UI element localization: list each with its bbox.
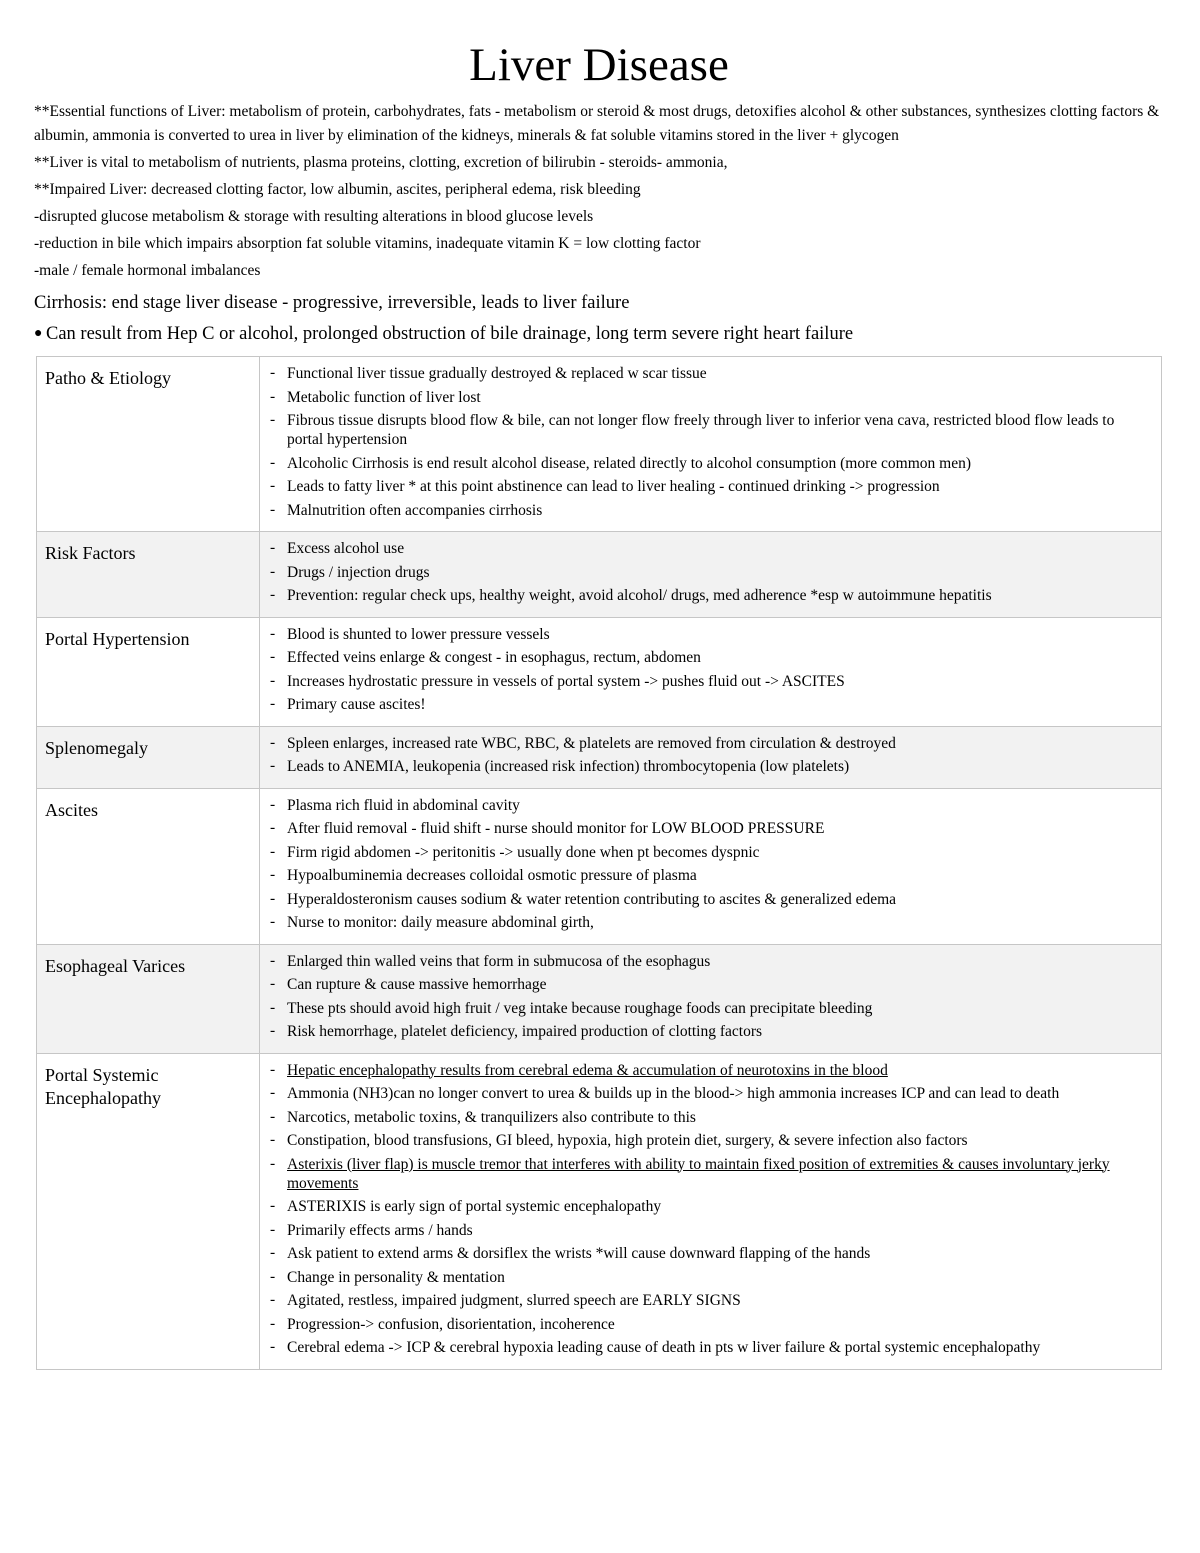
- bullet-dot-icon: ●: [34, 326, 43, 341]
- list-item: - Hyperaldosteronism causes sodium & water retention contributing to ascites & generalized edema: [268, 890, 1151, 909]
- list-item: - Ask patient to extend arms & dorsiflex the wrists *will cause downward flapping of the hands: [268, 1244, 1151, 1263]
- table-row: [37, 1053, 1162, 1369]
- list-item: - Enlarged thin walled veins that form in submucosa of the esophagus: [268, 952, 1151, 971]
- list-item: - ASTERIXIS is early sign of portal systemic encephalopathy: [268, 1197, 1151, 1216]
- list-item: - Primarily effects arms / hands: [268, 1221, 1151, 1240]
- intro-line: **Essential functions of Liver: metabolism of protein, carbohydrates, fats - metabolism or steroid & most drugs, detoxifies alcohol & other substances, synthesizes clotting factors & albumin, ammonia is converted to urea in liver by elimination of the kidneys, minerals & fat soluble vitamins stored in the liver + glycogen: [34, 103, 1160, 144]
- row-label: Esophageal Varices: [37, 944, 260, 1053]
- row-items: [260, 532, 1162, 618]
- list-item: - Excess alcohol use: [268, 539, 1151, 558]
- list-item: - Narcotics, metabolic toxins, & tranquilizers also contribute to this: [268, 1108, 1151, 1127]
- document-page: [34, 0, 1164, 1370]
- row-items: [260, 788, 1162, 944]
- table-row: [37, 617, 1162, 726]
- row-label: Ascites: [37, 788, 260, 944]
- list-item: - Functional liver tissue gradually destroyed & replaced w scar tissue: [268, 364, 1151, 383]
- row-label: Risk Factors: [37, 532, 260, 618]
- list-item: - Hypoalbuminemia decreases colloidal osmotic pressure of plasma: [268, 866, 1151, 885]
- row-label: Splenomegaly: [37, 726, 260, 788]
- page-title: Liver Disease: [469, 39, 729, 91]
- list-item: - Drugs / injection drugs: [268, 563, 1151, 582]
- cirrhosis-bullet-text: Can result from Hep C or alcohol, prolonged obstruction of bile drainage, long term severe right heart failure: [46, 324, 854, 344]
- list-item: - Malnutrition often accompanies cirrhosis: [268, 501, 1151, 520]
- row-items: [260, 726, 1162, 788]
- table-row: [37, 726, 1162, 788]
- list-item: - After fluid removal - fluid shift - nurse should monitor for LOW BLOOD PRESSURE: [268, 819, 1151, 838]
- list-item: - Plasma rich fluid in abdominal cavity: [268, 796, 1151, 815]
- list-item: [268, 1155, 1151, 1193]
- intro-line: **Liver is vital to metabolism of nutrients, plasma proteins, clotting, excretion of bilirubin - steroids- ammonia,: [34, 154, 728, 171]
- list-item: - Progression-> confusion, disorientation, incoherence: [268, 1315, 1151, 1334]
- list-item: - Spleen enlarges, increased rate WBC, RBC, & platelets are removed from circulation & destroyed: [268, 734, 1151, 753]
- row-items: [260, 944, 1162, 1053]
- list-item: - Cerebral edema -> ICP & cerebral hypoxia leading cause of death in pts w liver failure & portal systemic encephalopathy: [268, 1338, 1151, 1357]
- table-row: [37, 788, 1162, 944]
- intro-line: -disrupted glucose metabolism & storage with resulting alterations in blood glucose levels: [34, 208, 594, 225]
- row-label: Portal Hypertension: [37, 617, 260, 726]
- row-items: [260, 1053, 1162, 1369]
- row-label: Portal Systemic Encephalopathy: [37, 1053, 260, 1369]
- list-item-text: Asterixis (liver flap) is muscle tremor that interferes with ability to maintain fixed position of extremities & causes involuntary jerky movements: [287, 1155, 1110, 1192]
- topics-table: [36, 356, 1162, 1370]
- intro-line: -male / female hormonal imbalances: [34, 262, 261, 279]
- row-items: [260, 617, 1162, 726]
- list-item: - Alcoholic Cirrhosis is end result alcohol disease, related directly to alcohol consumption (more common men): [268, 454, 1151, 473]
- list-item: - Increases hydrostatic pressure in vessels of portal system -> pushes fluid out -> ASCITES: [268, 672, 1151, 691]
- list-item: - Fibrous tissue disrupts blood flow & bile, can not longer flow freely through liver to inferior vena cava, restricted blood flow leads to portal hypertension: [268, 411, 1151, 449]
- list-item: - Effected veins enlarge & congest - in esophagus, rectum, abdomen: [268, 648, 1151, 667]
- list-item: - Change in personality & mentation: [268, 1268, 1151, 1287]
- list-item: [268, 1061, 1151, 1080]
- intro-line: -reduction in bile which impairs absorption fat soluble vitamins, inadequate vitamin K = low clotting factor: [34, 235, 701, 252]
- intro-section: [34, 100, 1164, 283]
- intro-line: **Impaired Liver: decreased clotting factor, low albumin, ascites, peripheral edema, risk bleeding: [34, 181, 641, 198]
- list-item: - Firm rigid abdomen -> peritonitis -> usually done when pt becomes dyspnic: [268, 843, 1151, 862]
- row-label: Patho & Etiology: [37, 357, 260, 532]
- table-row: [37, 357, 1162, 532]
- list-item: - Prevention: regular check ups, healthy weight, avoid alcohol/ drugs, med adherence *esp w autoimmune hepatitis: [268, 586, 1151, 605]
- cirrhosis-definition: Cirrhosis: end stage liver disease - progressive, irreversible, leads to liver failure: [34, 293, 630, 313]
- table-row: [37, 532, 1162, 618]
- list-item: - Agitated, restless, impaired judgment, slurred speech are EARLY SIGNS: [268, 1291, 1151, 1310]
- list-item: - Leads to ANEMIA, leukopenia (increased risk infection) thrombocytopenia (low platelets): [268, 757, 1151, 776]
- list-item: - Leads to fatty liver * at this point abstinence can lead to liver healing - continued drinking -> progression: [268, 477, 1151, 496]
- list-item-text: Hepatic encephalopathy results from cerebral edema & accumulation of neurotoxins in the blood: [287, 1061, 888, 1079]
- table-row: [37, 944, 1162, 1053]
- list-item: - Constipation, blood transfusions, GI bleed, hypoxia, high protein diet, surgery, & severe infection also factors: [268, 1131, 1151, 1150]
- list-item: - Can rupture & cause massive hemorrhage: [268, 975, 1151, 994]
- row-items: [260, 357, 1162, 532]
- list-item: - Nurse to monitor: daily measure abdominal girth,: [268, 913, 1151, 932]
- list-item: - Ammonia (NH3)can no longer convert to urea & builds up in the blood-> high ammonia increases ICP and can lead to death: [268, 1084, 1151, 1103]
- list-item: - Primary cause ascites!: [268, 695, 1151, 714]
- list-item: - Risk hemorrhage, platelet deficiency, impaired production of clotting factors: [268, 1022, 1151, 1041]
- list-item: - Blood is shunted to lower pressure vessels: [268, 625, 1151, 644]
- cirrhosis-bullet: [34, 320, 1164, 348]
- list-item: - Metabolic function of liver lost: [268, 388, 1151, 407]
- list-item: - These pts should avoid high fruit / veg intake because roughage foods can precipitate bleeding: [268, 999, 1151, 1018]
